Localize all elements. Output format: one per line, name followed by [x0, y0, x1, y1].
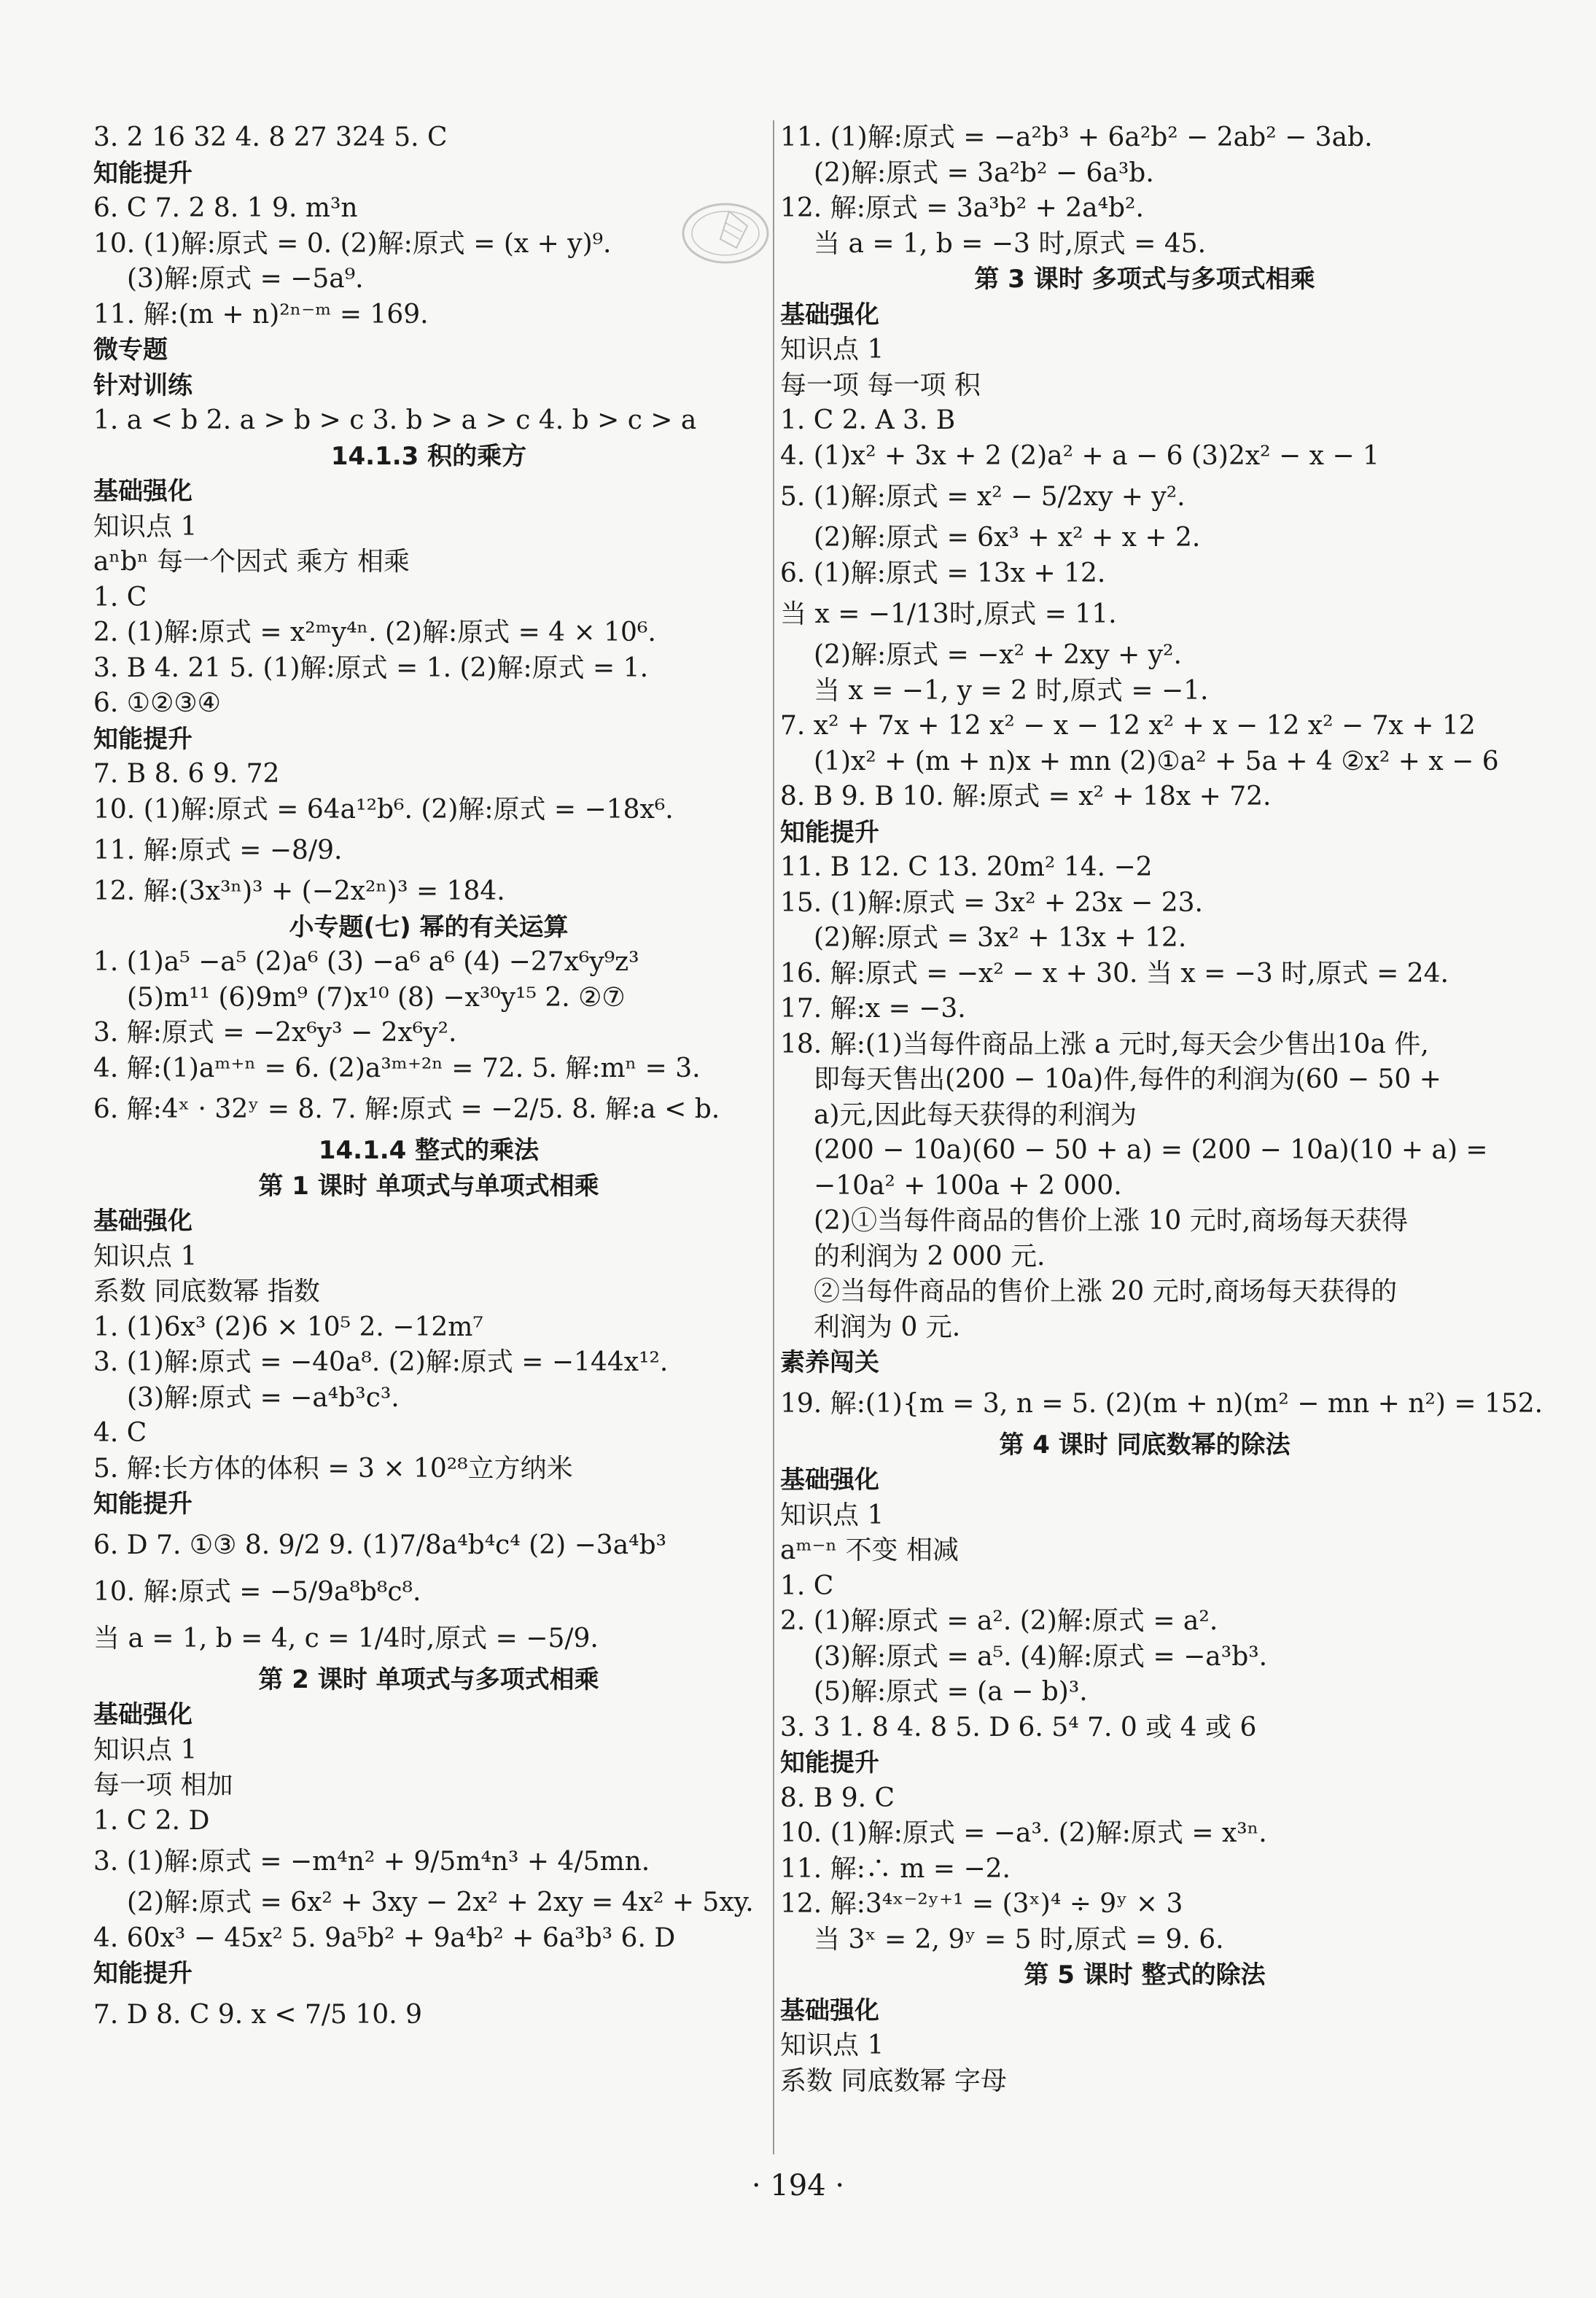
right-column-line: (2)①当每件商品的售价上涨 10 元时,商场每天获得	[814, 1206, 1409, 1236]
left-column-line: 6. ①②③④	[93, 688, 221, 718]
left-column-line: 7. B 8. 6 9. 72	[93, 759, 280, 789]
right-column-line: (1)x² + (m + n)x + mn (2)①a² + 5a + 4 ②x² + x − 6	[814, 746, 1499, 776]
right-column-line: (2)解:原式 = −x² + 2xy + y².	[814, 640, 1182, 670]
right-column-line: 的利润为 2 000 元.	[814, 1241, 1046, 1271]
right-column-line: 1. C 2. A 3. B	[780, 405, 956, 435]
right-column-line: 12. 解:3⁴ˣ⁻²ʸ⁺¹ = (3ˣ)⁴ ÷ 9ʸ × 3	[780, 1889, 1183, 1919]
left-column-line: 1. C	[93, 582, 147, 612]
left-column-line: 11. 解:原式 = −8/9.	[93, 836, 343, 865]
left-column-line: 系数 同底数幂 指数	[93, 1277, 320, 1306]
left-column-line: 针对训练	[93, 370, 192, 400]
right-column-line: (2)解:原式 = 3x² + 13x + 12.	[814, 923, 1187, 953]
left-column-line: 当 a = 1, b = 4, c = 1/4时,原式 = −5/9.	[93, 1623, 599, 1654]
left-column-line: 3. B 4. 21 5. (1)解:原式 = 1. (2)解:原式 = 1.	[93, 653, 649, 683]
left-column-line: 6. D 7. ①③ 8. 9/2 9. (1)7/8a⁴b⁴c⁴ (2) −3a⁴b³	[93, 1530, 667, 1560]
left-column-line: 3. (1)解:原式 = −m⁴n² + 9/5m⁴n³ + 4/5mn.	[93, 1847, 650, 1877]
right-column-line: 19. 解:(1){m = 3, n = 5. (2)(m + n)(m² − mn + n²) = 152.	[780, 1388, 1544, 1419]
left-column-line: 知识点 1	[93, 1241, 198, 1271]
left-column-line: 知识点 1	[93, 511, 198, 542]
left-column-line: 10. (1)解:原式 = 0. (2)解:原式 = (x + y)⁹.	[93, 228, 612, 259]
right-column-line: 当 a = 1, b = −3 时,原式 = 45.	[814, 228, 1207, 259]
right-column-line: 18. 解:(1)当每件商品上涨 a 元时,每天会少售出10a 件,	[780, 1029, 1429, 1059]
page-number: · 194 ·	[751, 2169, 845, 2202]
left-column-line: 知识点 1	[93, 1734, 198, 1765]
left-column-line: 4. 60x³ − 45x² 5. 9a⁵b² + 9a⁴b² + 6a³b³ 6. D	[93, 1923, 676, 1953]
left-column-line: 4. 解:(1)aᵐ⁺ⁿ = 6. (2)a³ᵐ⁺²ⁿ = 72. 5. 解:mⁿ = 3.	[93, 1053, 701, 1083]
right-column-line: 基础强化	[780, 1465, 879, 1495]
right-column-line: 知能提升	[780, 1748, 879, 1777]
right-column-line: 2. (1)解:原式 = a². (2)解:原式 = a².	[780, 1606, 1218, 1636]
right-column-line: 15. (1)解:原式 = 3x² + 23x − 23.	[780, 887, 1203, 918]
right-column-line: 3. 3 1. 8 4. 8 5. D 6. 5⁴ 7. 0 或 4 或 6	[780, 1712, 1257, 1742]
left-column-line: aⁿbⁿ 每一个因式 乘方 相乘	[93, 547, 410, 577]
left-column-line: 知能提升	[93, 724, 192, 754]
left-column-line: 每一项 相加	[93, 1770, 233, 1800]
left-column-line: 14.1.4 整式的乘法	[318, 1136, 540, 1165]
left-column-line: (3)解:原式 = −5a⁹.	[127, 264, 364, 294]
left-column-line: 微专题	[93, 335, 168, 365]
right-column-line: 知识点 1	[780, 1500, 884, 1530]
right-column-line: (2)解:原式 = 3a²b² − 6a³b.	[814, 157, 1154, 188]
left-column-line: 第 2 课时 单项式与多项式相乘	[258, 1664, 599, 1694]
left-column-line: 1. (1)a⁵ −a⁵ (2)a⁶ (3) −a⁶ a⁶ (4) −27x⁶y⁹z³	[93, 947, 639, 977]
right-column-line: a)元,因此每天获得的利润为	[814, 1099, 1137, 1130]
right-column-line: 16. 解:原式 = −x² − x + 30. 当 x = −3 时,原式 = 24.	[780, 958, 1449, 989]
right-column-line: 当 x = −1/13时,原式 = 11.	[780, 599, 1117, 629]
left-column-line: 14.1.3 积的乘方	[330, 441, 527, 471]
right-column-line: 11. 解:∴ m = −2.	[780, 1853, 1011, 1884]
right-column-line: 8. B 9. B 10. 解:原式 = x² + 18x + 72.	[780, 782, 1272, 811]
left-column-line: 知能提升	[93, 1959, 192, 1988]
right-column-line: 17. 解:x = −3.	[780, 994, 966, 1024]
right-column-line: (2)解:原式 = 6x³ + x² + x + 2.	[814, 523, 1201, 553]
right-column-line: 第 5 课时 整式的除法	[1024, 1960, 1266, 1990]
right-column-line: 当 3ˣ = 2, 9ʸ = 5 时,原式 = 9. 6.	[814, 1924, 1224, 1955]
right-column	[780, 120, 1544, 2099]
left-column-line: 基础强化	[93, 1207, 192, 1236]
left-column-line: 基础强化	[93, 477, 192, 506]
right-column-line: 素养闯关	[780, 1348, 879, 1377]
left-column-line: 12. 解:(3x³ⁿ)³ + (−2x²ⁿ)³ = 184.	[93, 876, 505, 906]
right-column-line: ②当每件商品的售价上涨 20 元时,商场每天获得的	[814, 1277, 1398, 1306]
left-column-line: 3. 2 16 32 4. 8 27 324 5. C	[93, 122, 448, 152]
left-column-line: 1. a < b 2. a > b > c 3. b > a > c 4. b > c > a	[93, 405, 697, 435]
left-column-line: 11. 解:(m + n)²ⁿ⁻ᵐ = 169.	[93, 299, 429, 330]
left-column-line: (2)解:原式 = 6x² + 3xy − 2x² + 2xy = 4x² + 5xy.	[127, 1888, 754, 1917]
column-divider	[773, 120, 774, 2154]
right-column-line: 11. (1)解:原式 = −a²b³ + 6a²b² − 2ab² − 3ab.	[780, 122, 1373, 152]
right-column-line: 10. (1)解:原式 = −a³. (2)解:原式 = x³ⁿ.	[780, 1818, 1267, 1848]
right-column-line: 基础强化	[780, 300, 879, 330]
right-column-line: 系数 同底数幂 字母	[780, 2065, 1007, 2096]
left-column-line: 5. 解:长方体的体积 = 3 × 10²⁸立方纳米	[93, 1453, 573, 1484]
left-column-line: 6. C 7. 2 8. 1 9. m³n	[93, 193, 358, 223]
right-column-line: (5)解:原式 = (a − b)³.	[814, 1677, 1088, 1707]
left-column-line: 1. C 2. D	[93, 1805, 210, 1836]
right-column-line: 4. (1)x² + 3x + 2 (2)a² + a − 6 (3)2x² − x − 1	[780, 440, 1379, 471]
right-column-line: 知能提升	[780, 817, 879, 847]
left-column-line: 知能提升	[93, 1489, 192, 1519]
left-column-line: 4. C	[93, 1418, 147, 1448]
right-column-line: aᵐ⁻ⁿ 不变 相减	[780, 1535, 959, 1565]
right-column-line: (200 − 10a)(60 − 50 + a) = (200 − 10a)(10 + a) =	[814, 1135, 1488, 1165]
right-column-line: 5. (1)解:原式 = x² − 5/2xy + y².	[780, 482, 1186, 512]
left-column-line: (3)解:原式 = −a⁴b³c³.	[127, 1382, 400, 1413]
left-column-line: 6. 解:4ˣ · 32ʸ = 8. 7. 解:原式 = −2/5. 8. 解:a < b.	[93, 1094, 720, 1124]
left-column-line: 7. D 8. C 9. x < 7/5 10. 9	[93, 1999, 423, 2030]
right-column-line: 1. C	[780, 1570, 834, 1601]
left-column-line: 知能提升	[93, 158, 192, 188]
left-column-line: 1. (1)6x³ (2)6 × 10⁵ 2. −12m⁷	[93, 1312, 483, 1342]
left-column-line: 3. 解:原式 = −2x⁶y³ − 2x⁶y².	[93, 1018, 457, 1048]
right-column-line: 第 4 课时 同底数幂的除法	[999, 1430, 1291, 1460]
right-column-line: 当 x = −1, y = 2 时,原式 = −1.	[814, 675, 1209, 706]
left-column	[93, 120, 764, 2038]
right-column-line: 8. B 9. C	[780, 1783, 895, 1813]
right-column-line: −10a² + 100a + 2 000.	[814, 1170, 1122, 1201]
left-column-line: 2. (1)解:原式 = x²ᵐy⁴ⁿ. (2)解:原式 = 4 × 10⁶.	[93, 618, 656, 647]
right-column-line: 第 3 课时 多项式与多项式相乘	[974, 265, 1315, 294]
right-column-line: 7. x² + 7x + 12 x² − x − 12 x² + x − 12 x² − 7x + 12	[780, 711, 1476, 741]
stamp-seal-icon	[678, 197, 773, 270]
right-column-line: (3)解:原式 = a⁵. (4)解:原式 = −a³b³.	[814, 1641, 1268, 1672]
right-column-line: 每一项 每一项 积	[780, 370, 981, 400]
right-column-line: 知识点 1	[780, 335, 884, 365]
right-column-line: 利润为 0 元.	[814, 1312, 961, 1342]
left-column-line: 第 1 课时 单项式与单项式相乘	[258, 1171, 599, 1201]
left-column-line: 3. (1)解:原式 = −40a⁸. (2)解:原式 = −144x¹².	[93, 1347, 669, 1377]
left-column-line: 10. 解:原式 = −5/9a⁸b⁸c⁸.	[93, 1576, 421, 1607]
right-column-line: 11. B 12. C 13. 20m² 14. −2	[780, 852, 1153, 882]
left-column-line: 小专题(七) 幂的有关运算	[289, 912, 569, 942]
left-column-line: 10. (1)解:原式 = 64a¹²b⁶. (2)解:原式 = −18x⁶.	[93, 794, 674, 825]
right-column-line: 即每天售出(200 − 10a)件,每件的利润为(60 − 50 +	[814, 1064, 1441, 1094]
left-column-line: (5)m¹¹ (6)9m⁹ (7)x¹⁰ (8) −x³⁰y¹⁵ 2. ②⑦	[127, 982, 626, 1013]
right-column-line: 12. 解:原式 = 3a³b² + 2a⁴b².	[780, 193, 1144, 223]
right-column-line: 基础强化	[780, 1995, 879, 2025]
right-column-line: 6. (1)解:原式 = 13x + 12.	[780, 558, 1106, 588]
right-column-line: 知识点 1	[780, 2030, 884, 2060]
left-column-line: 基础强化	[93, 1700, 192, 1729]
